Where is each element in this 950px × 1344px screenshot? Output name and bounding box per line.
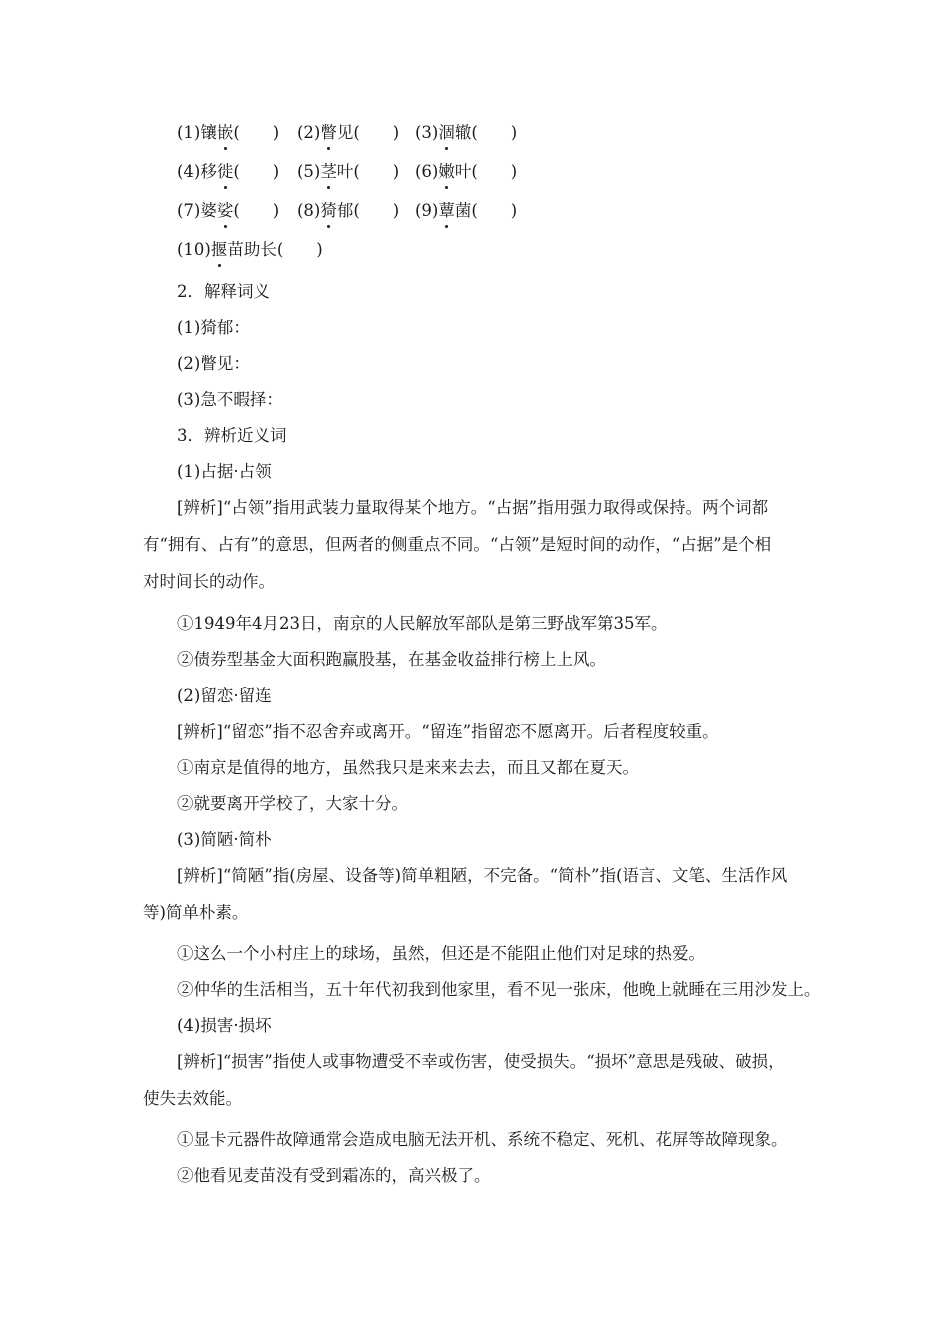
analysis-text: 等)简单朴素。	[143, 903, 249, 922]
analysis-text: [辨析]“留恋”指不忍舍弃或离开。“留连”指留恋不愿离开。后者程度较重。	[177, 722, 719, 741]
analysis-text: 有“拥有、占有”的意思，但两者的侧重点不同。“占领”是短时间的动作，“占据”是个相	[143, 535, 772, 554]
example-sentence: ①1949年4月23日，南京的人民解放军部队是第三野战军第35军。	[177, 614, 668, 633]
subsection-heading: (1)占据·占领	[177, 462, 272, 481]
item-2: (2)瞥见( )	[297, 123, 400, 142]
pronunciation-row-2	[177, 162, 517, 182]
analysis-text: [辨析]“简陋”指(房屋、设备等)简单粗陋，不完备。“简朴”指(语言、文笔、生活作风	[177, 866, 788, 885]
subsection-heading: (2)留恋·留连	[177, 686, 272, 705]
example-sentence: ②就要离开学校了，大家十分。	[177, 794, 408, 813]
text-line: (1)猗郁：	[177, 318, 250, 337]
dotted-char: 猗	[320, 201, 337, 220]
dotted-char: 嫩	[438, 162, 455, 181]
item-6: (6)嫩叶( )	[415, 162, 518, 181]
item-10: (10)揠苗助长( )	[177, 240, 323, 259]
example-sentence: ①这么一个小村庄上的球场，虽然，但还是不能阻止他们对足球的热爱。	[177, 944, 705, 963]
text-line: (3)急不暇择：	[177, 390, 283, 409]
example-sentence: ①南京是值得的地方，虽然我只是来来去去，而且又都在夏天。	[177, 758, 639, 777]
dotted-char: 嵌	[216, 123, 234, 142]
analysis-text: 使失去效能。	[143, 1089, 242, 1108]
text-line: (2)瞥见：	[177, 354, 250, 373]
pronunciation-row-4	[177, 240, 323, 260]
subsection-heading: (4)损害·损坏	[177, 1016, 272, 1035]
dotted-char: 瞥	[320, 123, 337, 142]
analysis-text: 对时间长的动作。	[143, 572, 275, 591]
section-heading: 2．解释词义	[177, 282, 270, 301]
dotted-char: 茎	[320, 162, 337, 181]
item-1: (1)镶嵌( )	[177, 123, 280, 142]
example-sentence: ①显卡元器件故障通常会造成电脑无法开机、系统不稳定、死机、花屏等故障现象。	[177, 1130, 788, 1149]
analysis-text: [辨析]“损害”指使人或事物遭受不幸或伤害，使受损失。“损坏”意思是残破、破损，	[177, 1052, 785, 1071]
item-8: (8)猗郁( )	[297, 201, 400, 220]
pronunciation-row-3	[177, 201, 517, 221]
example-sentence: ②债券型基金大面积跑赢股基，在基金收益排行榜上上风。	[177, 650, 606, 669]
example-sentence: ②他看见麦苗没有受到霜冻的，高兴极了。	[177, 1166, 491, 1185]
item-5: (5)茎叶( )	[297, 162, 400, 181]
dotted-char: 徙	[216, 162, 234, 181]
item-3: (3)涸辙( )	[415, 123, 518, 142]
dotted-char: 涸	[438, 123, 455, 142]
analysis-text: [辨析]“占领”指用武装力量取得某个地方。“占据”指用强力取得或保持。两个词都	[177, 498, 769, 517]
section-heading: 3．辨析近义词	[177, 426, 287, 445]
dotted-char: 揠	[210, 240, 228, 259]
item-9: (9)蕈菌( )	[415, 201, 518, 220]
subsection-heading: (3)简陋·简朴	[177, 830, 272, 849]
example-sentence: ②仲华的生活相当，五十年代初我到他家里，看不见一张床，他晚上就睡在三用沙发上。	[177, 980, 821, 999]
dotted-char: 娑	[216, 201, 234, 220]
dotted-char: 蕈	[438, 201, 455, 220]
pronunciation-row-1	[177, 123, 517, 143]
item-4: (4)移徙( )	[177, 162, 280, 181]
item-7: (7)婆娑( )	[177, 201, 280, 220]
